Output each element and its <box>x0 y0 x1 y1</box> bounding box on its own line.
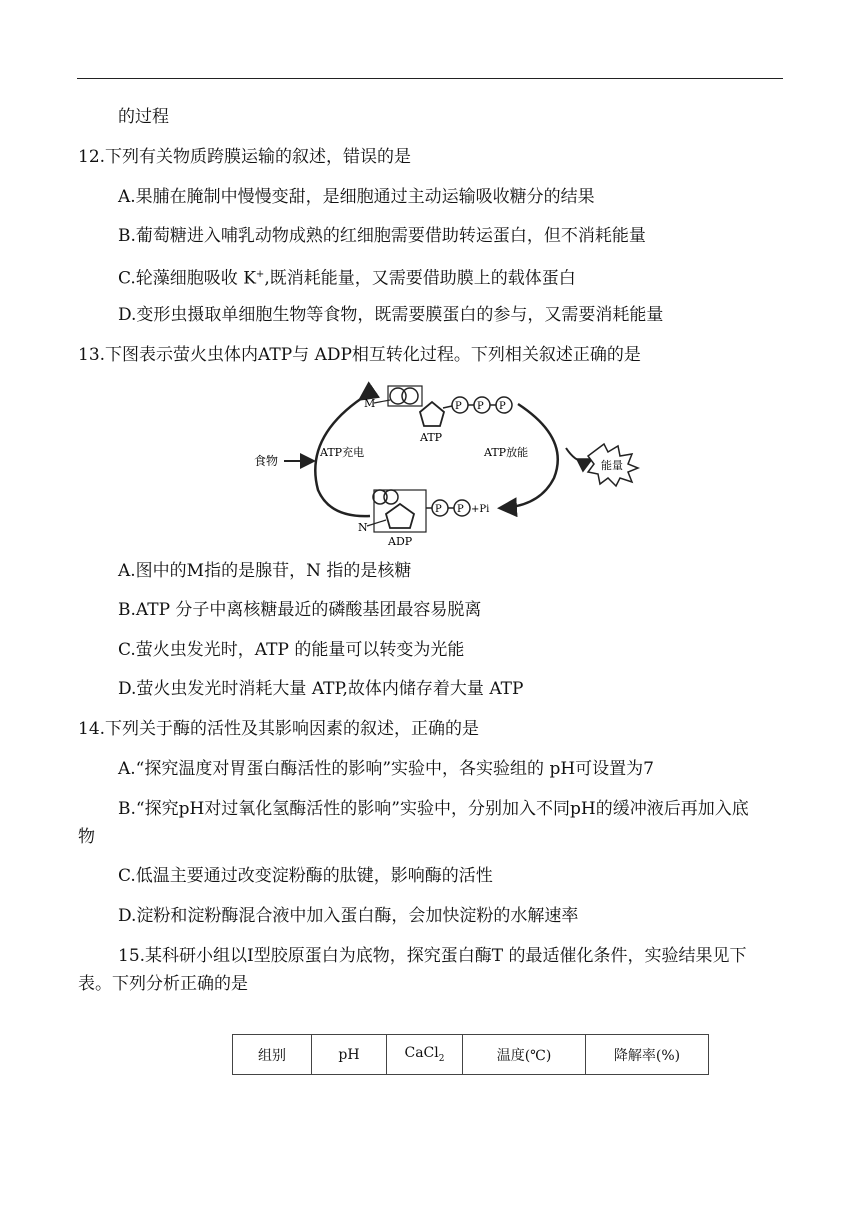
header-rule <box>77 78 783 79</box>
atp-release-label: ATP放能 <box>484 446 529 459</box>
q14-option-c: C.低温主要通过改变淀粉酶的肽键，影响酶的活性 <box>118 866 493 886</box>
results-table <box>232 1034 709 1075</box>
q13-option-a: A.图中的M指的是腺苷，N 指的是核糖 <box>118 561 412 581</box>
header-temperature: 温度(℃) <box>463 1035 586 1075</box>
header-degradation-rate: 降解率(%) <box>586 1035 709 1075</box>
atp-adp-diagram <box>240 378 660 548</box>
q13-option-b: B.ATP 分子中离核糖最近的磷酸基团最容易脱离 <box>118 600 482 620</box>
adp-adenine-ring-1 <box>373 490 387 504</box>
atp-adenine-ring-2 <box>402 388 418 404</box>
header-group: 组别 <box>233 1035 312 1075</box>
n-pointer <box>367 520 386 526</box>
header-ph: pH <box>312 1035 387 1075</box>
pi-label: +Pi <box>471 504 490 515</box>
potassium-charge: + <box>255 269 265 280</box>
q14-stem: 14.下列关于酶的活性及其影响因素的叙述，正确的是 <box>78 719 480 739</box>
q12-stem: 12.下列有关物质跨膜运输的叙述，错误的是 <box>78 147 412 167</box>
q15-stem-line1: 15.某科研小组以Ⅰ型胶原蛋白为底物，探究蛋白酶T 的最适催化条件，实验结果见下 <box>118 946 747 966</box>
q15-stem-line2: 表。下列分析正确的是 <box>78 974 248 994</box>
atp-charge-label: ATP充电 <box>320 446 365 459</box>
atp-phosphate-2-label: P <box>477 401 484 412</box>
q12-option-a: A.果脯在腌制中慢慢变甜，是细胞通过主动运输吸收糖分的结果 <box>118 187 595 207</box>
q13-stem: 13.下图表示萤火虫体内ATP与 ADP相互转化过程。下列相关叙述正确的是 <box>78 345 641 365</box>
q14-option-b-line1: B.“探究pH对过氧化氢酶活性的影响”实验中，分别加入不同pH的缓冲液后再加入底 <box>118 799 749 819</box>
header-cacl2-subscript: 2 <box>438 1053 445 1064</box>
atp-phosphate-1-label: P <box>455 401 462 412</box>
adp-label: ADP <box>388 535 413 548</box>
atp-ribose <box>420 402 444 426</box>
m-label: M <box>364 397 376 410</box>
atp-phosphate-3-label: P <box>499 401 506 412</box>
q12-option-c-pre: C.轮藻细胞吸收 K <box>118 268 256 289</box>
q13-option-c: C.萤火虫发光时，ATP 的能量可以转变为光能 <box>118 640 465 660</box>
header-cacl2 <box>387 1035 463 1075</box>
q13-option-d: D.萤火虫发光时消耗大量 ATP,故体内储存着大量 ATP <box>118 679 524 699</box>
adp-adenine-ring-2 <box>384 490 398 504</box>
q12-option-d: D.变形虫摄取单细胞生物等食物，既需要膜蛋白的参与，又需要消耗能量 <box>118 305 664 325</box>
continuation-text: 的过程 <box>118 107 169 127</box>
adp-adenosine-box <box>374 490 426 532</box>
q12-option-c <box>118 264 576 290</box>
n-label: N <box>358 521 368 534</box>
table-header-row <box>233 1035 709 1075</box>
energy-label: 能量 <box>601 459 623 472</box>
q12-option-b: B.葡萄糖进入哺乳动物成熟的红细胞需要借助转运蛋白，但不消耗能量 <box>118 226 646 246</box>
q14-option-b-line2: 物 <box>78 827 95 847</box>
adp-ribose <box>386 504 414 528</box>
food-label: 食物 <box>254 454 279 468</box>
q14-option-d: D.淀粉和淀粉酶混合液中加入蛋白酶，会加快淀粉的水解速率 <box>118 906 579 926</box>
adp-phosphate-2-label: P <box>457 504 464 515</box>
atp-label: ATP <box>420 431 443 444</box>
header-cacl2-text: CaCl <box>404 1045 439 1062</box>
q12-option-c-post: ,既消耗能量，又需要借助膜上的载体蛋白 <box>264 268 576 289</box>
energy-arrow <box>566 448 590 462</box>
q14-option-a: A.“探究温度对胃蛋白酶活性的影响”实验中，各实验组的 pH可设置为7 <box>118 759 654 779</box>
adp-phosphate-1-label: P <box>435 504 442 515</box>
atp-bond-1 <box>443 406 452 408</box>
